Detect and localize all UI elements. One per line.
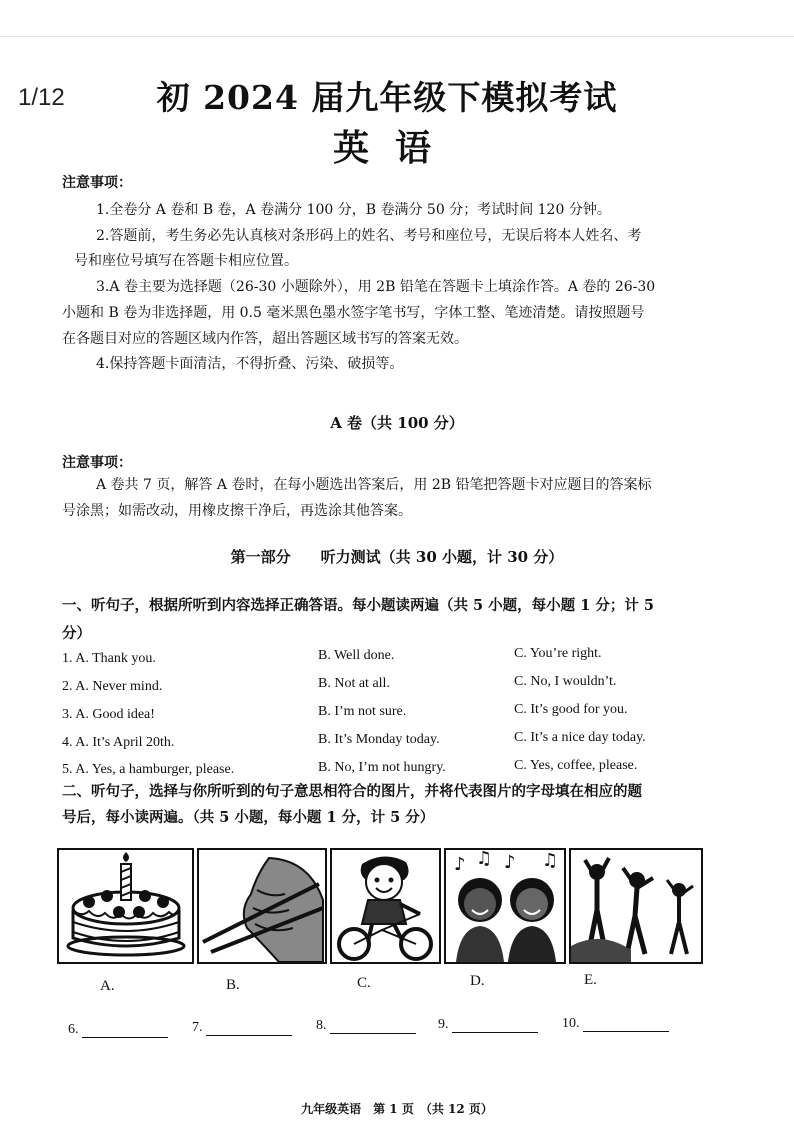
answer-blank-7[interactable] bbox=[192, 1020, 292, 1036]
answer-blank-6-line[interactable] bbox=[82, 1023, 168, 1038]
part1-title: 第一部分 听力测试（共 30 小题，计 30 分） bbox=[230, 548, 564, 566]
q1-item-4-option-b: B. It’s Monday today. bbox=[318, 732, 440, 747]
answer-blank-8-number: 8. bbox=[316, 1018, 327, 1033]
answer-blank-8[interactable] bbox=[316, 1018, 416, 1034]
q1-item-2-option-b: B. Not at all. bbox=[318, 676, 390, 691]
answer-blank-9-number: 9. bbox=[438, 1017, 449, 1032]
boy-riding-bike-drawing bbox=[332, 850, 439, 962]
picture-label-e: E. bbox=[584, 972, 597, 988]
q1-item-4-option-a: 4. A. It’s April 20th. bbox=[62, 735, 175, 750]
answer-blank-10-number: 10. bbox=[562, 1016, 580, 1031]
picture-label-c: C. bbox=[357, 975, 371, 991]
notice-line-7: 4.保持答题卡面清洁，不得折叠、污染、破损等。 bbox=[96, 356, 404, 372]
picture-label-d: D. bbox=[470, 973, 485, 989]
subject-title-text: 英语 bbox=[332, 127, 457, 169]
notice-line-1: 1.全卷分 A 卷和 B 卷，A 卷满分 100 分，B 卷满分 50 分；考试时间 120 分钟。 bbox=[96, 202, 611, 218]
q1-item-1-option-b: B. Well done. bbox=[318, 648, 395, 663]
answer-blank-6-number: 6. bbox=[68, 1022, 79, 1037]
exam-title-text: 初 2024 届九年级下模拟考试 bbox=[156, 78, 618, 117]
picture-label-a: A. bbox=[100, 978, 115, 994]
notice-line-5: 小题和 B 卷为非选择题，用 0.5 毫米黑色墨水签字笔书写，字体工整、笔迹清楚。请按照题号 bbox=[62, 305, 645, 321]
q1-item-1-option-a: 1. A. Thank you. bbox=[62, 651, 156, 666]
exercising-people-icon bbox=[569, 848, 703, 964]
q1-item-3-option-b: B. I’m not sure. bbox=[318, 704, 407, 719]
q1-item-5-option-b: B. No, I’m not hungry. bbox=[318, 760, 446, 775]
answer-blank-10-line[interactable] bbox=[583, 1017, 669, 1032]
q1-item-2-option-a: 2. A. Never mind. bbox=[62, 679, 163, 694]
q2-instruction-line-1: 二、听句子，选择与你所听到的句子意思相符合的图片，并将代表图片的字母填在相应的题 bbox=[62, 783, 642, 800]
birthday-cake-icon bbox=[57, 848, 194, 964]
notice-line-2: 2.答题前，考生务必先认真核对条形码上的姓名、考号和座位号，无误后将本人姓名、考 bbox=[96, 228, 642, 244]
notice-heading: 注意事项： bbox=[62, 175, 132, 191]
q1-item-1-option-c: C. You’re right. bbox=[514, 646, 602, 661]
birthday-cake-drawing bbox=[59, 850, 192, 962]
answer-blank-9[interactable] bbox=[438, 1017, 538, 1033]
singing-kids-icon bbox=[444, 848, 566, 964]
scan-edge bbox=[0, 36, 794, 37]
page-indicator: 1/12 bbox=[18, 84, 65, 111]
exercising-people-drawing bbox=[571, 850, 701, 962]
notice-line-3: 号和座位号填写在答题卡相应位置。 bbox=[74, 253, 298, 269]
answer-blank-10[interactable] bbox=[562, 1016, 669, 1032]
q1-item-4-option-c: C. It’s a nice day today. bbox=[514, 730, 646, 745]
q1-item-5-option-a: 5. A. Yes, a hamburger, please. bbox=[62, 762, 235, 777]
q1-item-2-option-c: C. No, I wouldn’t. bbox=[514, 674, 617, 689]
answer-blank-7-number: 7. bbox=[192, 1020, 203, 1035]
q1-item-3-option-a: 3. A. Good idea! bbox=[62, 707, 155, 722]
picture-label-b: B. bbox=[226, 977, 240, 993]
q1-instruction-line-2: 分） bbox=[62, 625, 91, 642]
q1-item-5-option-c: C. Yes, coffee, please. bbox=[514, 758, 638, 773]
chopsticks-hand-drawing bbox=[199, 850, 325, 962]
answer-blank-7-line[interactable] bbox=[206, 1021, 292, 1036]
section-a-notice-heading: 注意事项： bbox=[62, 455, 132, 471]
answer-blank-6[interactable] bbox=[68, 1022, 168, 1038]
singing-kids-drawing bbox=[446, 850, 564, 962]
answer-blank-8-line[interactable] bbox=[330, 1019, 416, 1034]
svg-text:♫: ♫ bbox=[542, 850, 559, 871]
svg-text:♪: ♪ bbox=[504, 852, 516, 873]
section-a-title: A 卷（共 100 分） bbox=[330, 414, 464, 432]
page-footer: 九年级英语 第 1 页 （共 12 页） bbox=[301, 1102, 493, 1116]
section-a-notice-line-1: A 卷共 7 页，解答 A 卷时，在每小题选出答案后，用 2B 铅笔把答题卡对应题目的答案标 bbox=[96, 477, 652, 493]
exam-title bbox=[0, 72, 794, 119]
q1-item-3-option-c: C. It’s good for you. bbox=[514, 702, 628, 717]
q2-instruction-line-2: 号后，每小读两遍。（共 5 小题，每小题 1 分，计 5 分） bbox=[62, 809, 435, 826]
svg-text:♪: ♪ bbox=[454, 854, 466, 875]
notice-line-6: 在各题目对应的答题区域内作答，超出答题区域书写的答案无效。 bbox=[62, 331, 468, 347]
q1-instruction-line-1: 一、听句子，根据所听到内容选择正确答语。每小题读两遍（共 5 小题，每小题 1 分；计 5 bbox=[62, 597, 655, 614]
section-a-notice-line-2: 号涂黑；如需改动，用橡皮擦干净后，再选涂其他答案。 bbox=[62, 503, 412, 519]
subject-title bbox=[0, 120, 794, 171]
notice-line-4: 3.A 卷主要为选择题（26-30 小题除外），用 2B 铅笔在答题卡上填涂作答。A 卷的 26-30 bbox=[96, 279, 656, 295]
answer-blank-9-line[interactable] bbox=[452, 1018, 538, 1033]
chopsticks-hand-icon bbox=[197, 848, 327, 964]
svg-text:♫: ♫ bbox=[476, 850, 493, 869]
boy-riding-bike-icon bbox=[330, 848, 441, 964]
